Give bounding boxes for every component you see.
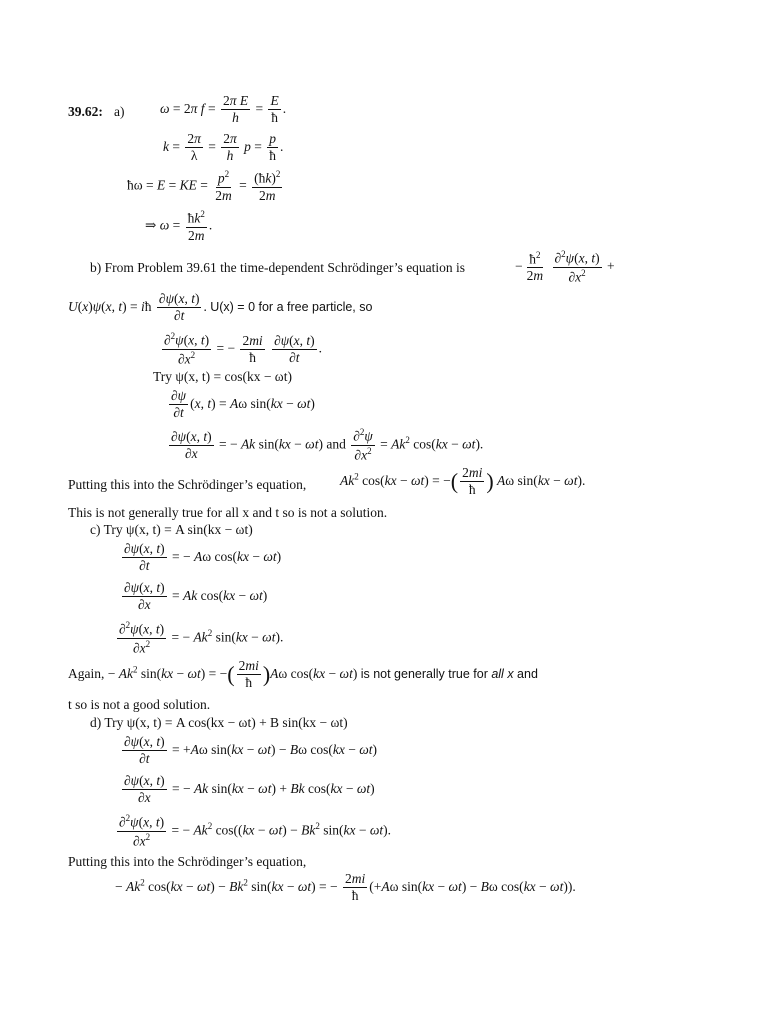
eq-dispersion: ⇒ ω = $\frac{ħk^2}{2m}$ . (145, 209, 213, 243)
try-sin: c) Try ψ(x, t) = A sin(kx − ωt) (90, 522, 253, 537)
eq-free-particle: $\frac{\partial^2\psi(x, t)}{\partial x^2}$ = − $\frac{2mi}{ħ}$ $\frac{\partial\psi(x, t)}{\partial t}$ . (164, 331, 323, 367)
deriv-xx-sin: $\frac{\partial^2\psi(x, t)}{\partial x^2}$ = − $Ak^2$ sin(kx − ωt). (119, 620, 284, 656)
eq-final: − $Ak^2$ $\cos(kx - \omega t) - Bk^2$ sin(kx − ωt) = − $\frac{2mi}{ħ}$ (+Aω sin(kx − ωt) − Bω cos(kx − ωt)). (115, 871, 576, 904)
part-a-label: a) (114, 104, 125, 119)
again-c: Again, − $Ak^2$ sin(kx − ωt) = −( $\frac{2mi}{ħ}$ )Aω cos(kx − ωt) is not generally true for all x and (68, 658, 538, 691)
problem-number: 39.62: (68, 104, 103, 119)
deriv-x-combo: $\frac{\partial\psi(x, t)}{\partial x}$ = − Ak sin(kx − ωt) + Bk cos(kx − ωt) (124, 773, 375, 806)
deriv-x-sin: $\frac{\partial\psi(x, t)}{\partial x}$ = Ak cos(kx − ωt) (124, 580, 268, 613)
try-cos: Try ψ(x, t) = cos(kx − ωt) (153, 369, 292, 384)
deriv-x-cos: $\frac{\partial\psi(x, t)}{\partial x}$ = − Ak sin(kx − ωt) and $\frac{\partial^2\psi}{\partial x^2}$ = $Ak^2$ cos(kx − ωt). (171, 427, 484, 463)
putting-d: Putting this into the Schrödinger’s equation, (68, 854, 307, 869)
deriv-t-combo: $\frac{\partial\psi(x, t)}{\partial t}$ = +Aω sin(kx − ωt) − Bω cos(kx − ωt) (124, 734, 378, 767)
putting-b: Putting this into the Schrödinger’s equation, (68, 477, 307, 492)
deriv-xx-combo: $\frac{\partial^2\psi(x, t)}{\partial x^2}$ = − $Ak^2$ $\cos((kx - \omega t) - Bk^2$ sin(kx − ωt). (119, 813, 391, 849)
eq-schrodinger-part1: − $\frac{ħ^2}{2m}$ $\frac{\partial^2\psi(x, t)}{\partial x^2}$ + (515, 249, 615, 285)
eq-substituted-b: Ak$^2$ cos(kx − ωt) = −( $\frac{2mi}{ħ}$ ) Aω sin(kx − ωt). (340, 465, 586, 498)
eq-k: k = $\frac{2\pi}{\lambda}$ = $\frac{2\pi}{h}$ p = $\frac{p}{ħ}$ . (163, 131, 284, 164)
deriv-t-cos: $\frac{\partial\psi}{\partial t}$ (x, t) = Aω sin(kx − ωt) (171, 388, 315, 421)
eq-energy: ħω = E = KE = $\frac{p^2}{2m}$ = $\frac{(ħk)^2}{2m}$ (127, 169, 281, 203)
eq-schrodinger-part2: U(x)ψ(x, t) = iħ $\frac{\partial\psi(x, t)}{\partial t}$ . U(x) = 0 for a free particle, so (68, 291, 373, 324)
eq-omega: ω = 2π f = $\frac{\text{2π E}}{h}$ = $\frac{E}{ħ}$ . (160, 93, 287, 126)
try-combo: d) Try ψ(x, t) = A cos(kx − ωt) + B sin(kx − ωt) (90, 715, 348, 730)
part-b-intro: b) From Problem 39.61 the time-dependent Schrödinger’s equation is (90, 260, 466, 275)
conclusion-b: This is not generally true for all x and t so is not a solution. (68, 505, 388, 520)
conclusion-c: t so is not a good solution. (68, 697, 211, 712)
deriv-t-sin: $\frac{\partial\psi(x, t)}{\partial t}$ = − Aω cos(kx − ωt) (124, 541, 282, 574)
free-particle-note: U(x) = 0 for a free particle, so (210, 299, 373, 314)
